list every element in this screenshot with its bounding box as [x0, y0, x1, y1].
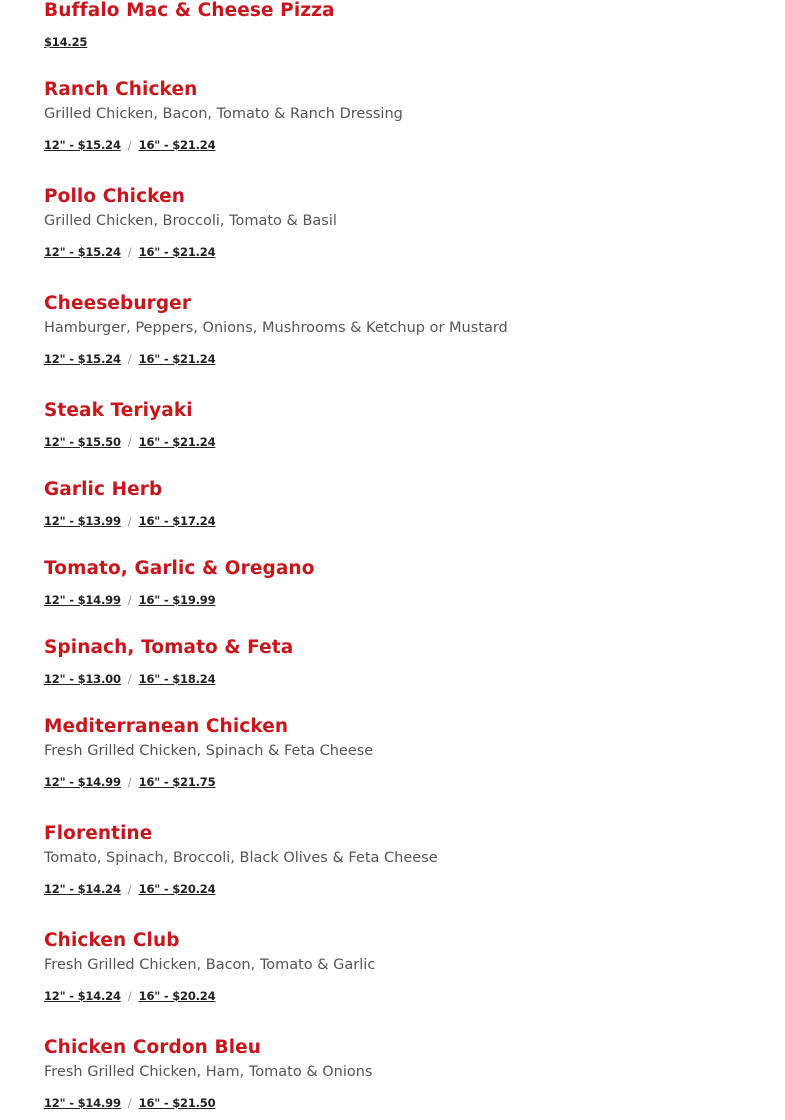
price-link-16-inch[interactable]: 16" - $21.75: [138, 775, 216, 789]
item-name: Chicken Club: [44, 930, 180, 951]
price-link-12-inch[interactable]: 12" - $13.99: [44, 514, 121, 528]
price-separator: /: [127, 672, 132, 686]
price-link-16-inch[interactable]: 16" - $21.24: [138, 245, 216, 259]
price-row: [44, 352, 215, 366]
price-row: [44, 435, 215, 449]
price-link-12-inch[interactable]: 12" - $15.50: [44, 435, 121, 449]
price-link-16-inch[interactable]: 16" - $17.24: [138, 514, 216, 528]
item-name: Garlic Herb: [44, 479, 163, 500]
price-row: [44, 245, 215, 259]
price-row: [44, 775, 215, 789]
price-separator: /: [127, 245, 132, 259]
price-link-12-inch[interactable]: 12" - $14.99: [44, 593, 121, 607]
price-separator: /: [127, 775, 132, 789]
price-row: [44, 593, 215, 607]
price-row: [44, 138, 215, 152]
price-link-16-inch[interactable]: 16" - $18.24: [138, 672, 216, 686]
price-link-12-inch[interactable]: 12" - $13.00: [44, 672, 121, 686]
item-name: Mediterranean Chicken: [44, 716, 289, 737]
item-description: Hamburger, Peppers, Onions, Mushrooms & Ketchup or Mustard: [44, 320, 508, 336]
item-description: Grilled Chicken, Broccoli, Tomato & Basil: [44, 213, 337, 229]
price-row: [44, 989, 215, 1003]
price-separator: /: [127, 882, 132, 896]
price-link-16-inch[interactable]: 16" - $21.24: [138, 352, 216, 366]
price-separator: /: [127, 1096, 132, 1110]
item-name: Tomato, Garlic & Oregano: [44, 558, 315, 579]
item-description: Fresh Grilled Chicken, Spinach & Feta Cheese: [44, 743, 374, 759]
item-name: Pollo Chicken: [44, 186, 185, 207]
price-link-16-inch[interactable]: 16" - $20.24: [138, 882, 216, 896]
item-name: Florentine: [44, 823, 153, 844]
item-description: Tomato, Spinach, Broccoli, Black Olives & Feta Cheese: [44, 850, 438, 866]
price-row: [44, 882, 215, 896]
item-name: Ranch Chicken: [44, 79, 198, 100]
price-link-12-inch[interactable]: 12" - $14.99: [44, 1096, 121, 1110]
item-description: Fresh Grilled Chicken, Bacon, Tomato & Garlic: [44, 957, 376, 973]
price-link-12-inch[interactable]: 12" - $15.24: [44, 352, 121, 366]
price-link-12-inch[interactable]: 12" - $14.24: [44, 882, 121, 896]
price-separator: /: [127, 138, 132, 152]
item-name: Buffalo Mac & Cheese Pizza: [44, 0, 335, 21]
price-link-12-inch[interactable]: 12" - $15.24: [44, 138, 121, 152]
price-row: [44, 672, 215, 686]
item-name: Spinach, Tomato & Feta: [44, 637, 294, 658]
price-link-12-inch[interactable]: 12" - $15.24: [44, 245, 121, 259]
price-link-16-inch[interactable]: 16" - $21.24: [138, 435, 216, 449]
price-separator: /: [127, 435, 132, 449]
price-separator: /: [127, 352, 132, 366]
item-description: Grilled Chicken, Bacon, Tomato & Ranch Dressing: [44, 106, 403, 122]
item-description: Fresh Grilled Chicken, Ham, Tomato & Onions: [44, 1064, 373, 1080]
price-separator: /: [127, 514, 132, 528]
price-separator: /: [127, 593, 132, 607]
price-row: [44, 1096, 215, 1110]
price-link-12-inch[interactable]: 12" - $14.24: [44, 989, 121, 1003]
price-separator: /: [127, 989, 132, 1003]
price-row: [44, 35, 87, 49]
item-name: Steak Teriyaki: [44, 400, 193, 421]
price-link-16-inch[interactable]: 16" - $20.24: [138, 989, 216, 1003]
price-link-16-inch[interactable]: 16" - $21.50: [138, 1096, 216, 1110]
price-link[interactable]: $14.25: [44, 35, 88, 49]
price-link-16-inch[interactable]: 16" - $19.99: [138, 593, 216, 607]
price-row: [44, 514, 215, 528]
price-link-16-inch[interactable]: 16" - $21.24: [138, 138, 216, 152]
item-name: Cheeseburger: [44, 293, 192, 314]
price-link-12-inch[interactable]: 12" - $14.99: [44, 775, 121, 789]
item-name: Chicken Cordon Bleu: [44, 1037, 262, 1058]
